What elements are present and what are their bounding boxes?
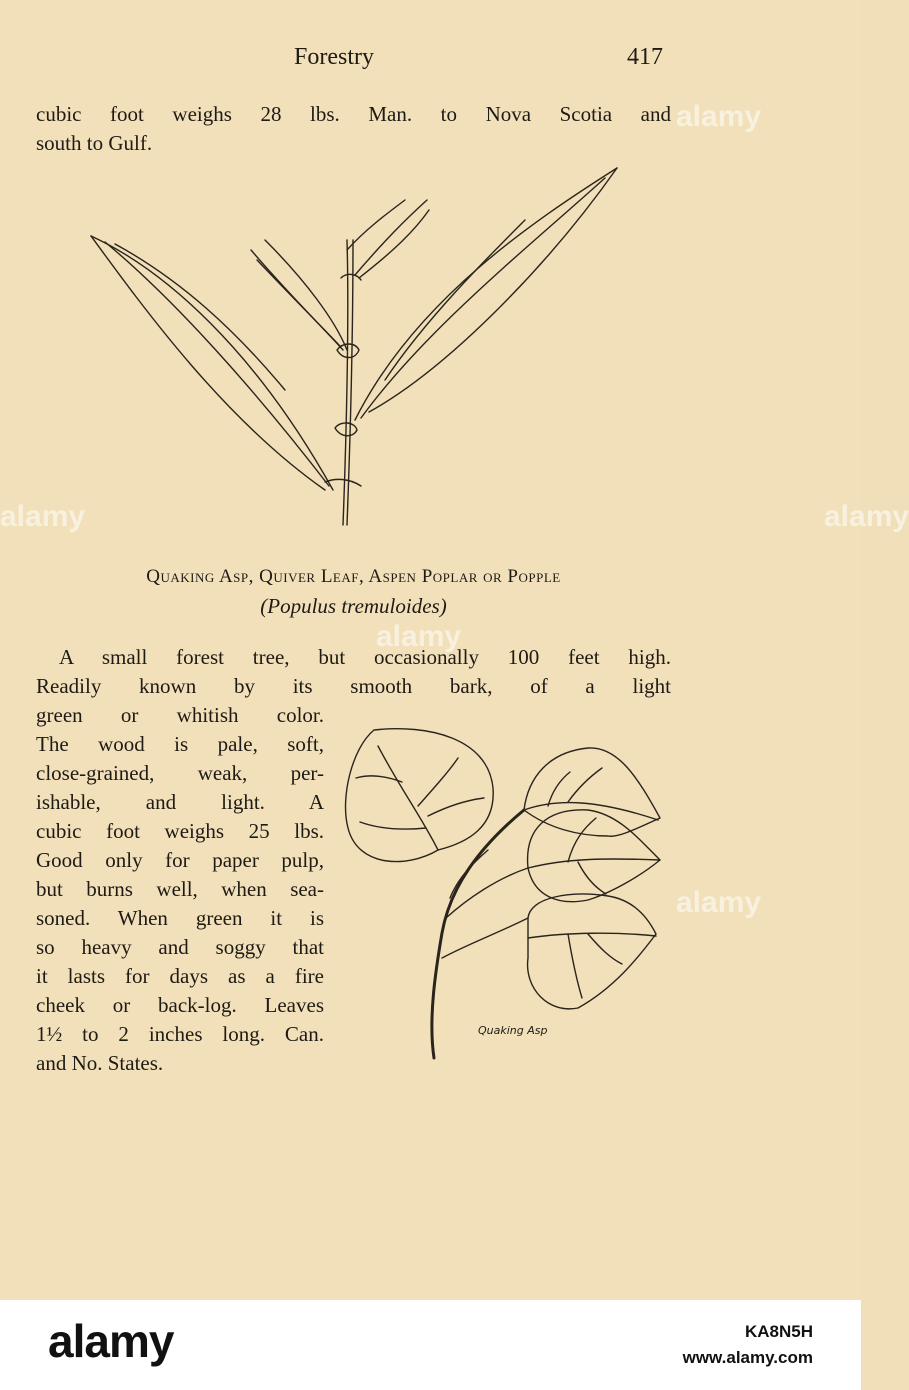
intro-line-2: south to Gulf. xyxy=(36,131,153,155)
alamy-logo: alamy xyxy=(48,1315,174,1367)
image-id: KA8N5H xyxy=(744,1322,813,1341)
column-line: cubic foot weighs 25 lbs. xyxy=(36,819,324,843)
willow-twig-illustration xyxy=(85,160,625,530)
column-line: 1½ to 2 inches long. Can. xyxy=(36,1022,324,1046)
watermark: alamy xyxy=(676,100,762,133)
column-line: but burns well, when sea- xyxy=(36,877,324,901)
watermark: alamy xyxy=(0,500,86,533)
column-line: close-grained, weak, per- xyxy=(36,761,324,785)
column-line: green or whitish color. xyxy=(36,703,324,727)
page-number: 417 xyxy=(627,44,663,70)
stock-footer xyxy=(0,1300,861,1390)
column-line: ishable, and light. A xyxy=(36,790,324,814)
column-line: and No. States. xyxy=(36,1051,164,1075)
column-line: so heavy and soggy that xyxy=(36,935,324,959)
intro-line-1: cubic foot weighs 28 lbs. Man. to Nova Scotia and xyxy=(36,102,671,126)
watermark: alamy xyxy=(676,886,762,919)
watermark: alamy xyxy=(376,620,462,653)
species-caption xyxy=(36,566,671,588)
body-line-2: Readily known by its smooth bark, of a light xyxy=(36,674,671,698)
body-line-1: A small forest tree, but occasionally 100 feet high. xyxy=(59,645,671,669)
figure-label: Quaking Asp xyxy=(478,1024,548,1037)
running-head: Forestry xyxy=(294,44,374,70)
column-line: soned. When green it is xyxy=(36,906,324,930)
site-url: www.alamy.com xyxy=(682,1348,813,1367)
column-line: Good only for paper pulp, xyxy=(36,848,324,872)
column-line: it lasts for days as a fire xyxy=(36,964,324,988)
species-caption-text: Quaking Asp, Quiver Leaf, Aspen Poplar or Popple xyxy=(146,566,561,587)
column-line: The wood is pale, soft, xyxy=(36,732,324,756)
column-line: cheek or back-log. Leaves xyxy=(36,993,324,1017)
scientific-name: (Populus tremuloides) xyxy=(260,594,447,618)
aspen-branch-illustration xyxy=(338,718,668,1063)
watermark: alamy xyxy=(824,500,909,533)
